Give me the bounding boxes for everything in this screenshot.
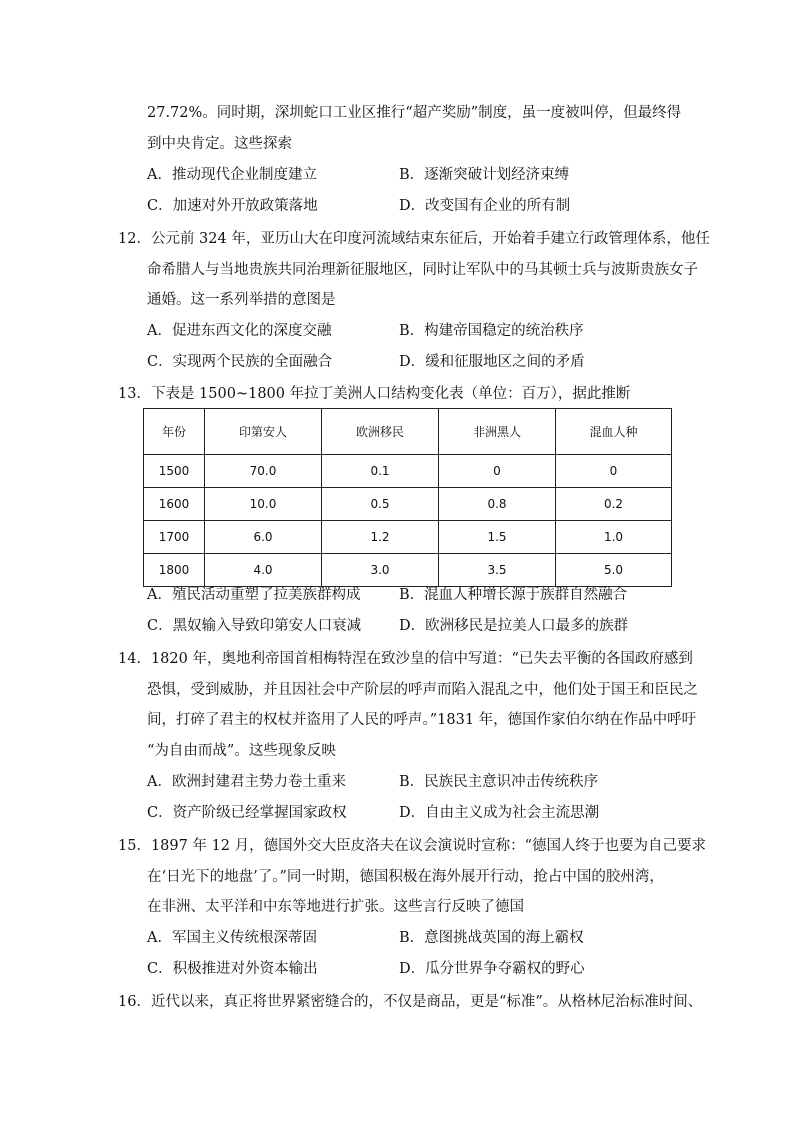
- table-cell: 0.5: [322, 488, 439, 521]
- table-row: [144, 455, 672, 488]
- q11-option-a: A．推动现代企业制度建立: [147, 167, 317, 183]
- table-cell: 3.0: [322, 554, 439, 587]
- table-cell: 0.1: [322, 455, 439, 488]
- q12-text-line: 通婚。这一系列举措的意图是: [147, 292, 336, 308]
- q11-option-d: D．改变国有企业的所有制: [399, 198, 571, 214]
- table-row: [144, 488, 672, 521]
- q15-text-line: 在‘日光下的地盘’了。”同一时期，德国积极在海外展开行动，抢占中国的胶州湾，: [147, 869, 664, 885]
- q14-text-line: 间，打碎了君主的权杖并盗用了人民的呼声。”1831 年，德国作家伯尔纳在作品中呼吁: [147, 712, 697, 728]
- q11-text-line: 到中央肯定。这些探索: [147, 136, 292, 152]
- table-cell: 1500: [144, 455, 205, 488]
- q15-option-c: C．积极推进对外资本输出: [147, 961, 318, 977]
- q15-option-d: D．瓜分世界争夺霸权的野心: [399, 961, 585, 977]
- q12-option-c: C．实现两个民族的全面融合: [147, 354, 333, 370]
- table-header-cell: 欧洲移民: [322, 409, 439, 455]
- q12-option-a: A．促进东西文化的深度交融: [147, 323, 332, 339]
- table-cell: 1.5: [439, 521, 556, 554]
- q15-text-line: 在非洲、太平洋和中东等地进行扩张。这些言行反映了德国: [147, 899, 524, 915]
- q11-option-b: B．逐渐突破计划经济束缚: [399, 167, 570, 183]
- table-cell: 1600: [144, 488, 205, 521]
- q13-option-c: C．黑奴输入导致印第安人口衰减: [147, 618, 362, 634]
- table-cell: 0.2: [556, 488, 672, 521]
- table-header-cell: 混血人种: [556, 409, 672, 455]
- table-cell: 1800: [144, 554, 205, 587]
- table-cell: 70.0: [205, 455, 322, 488]
- table-row: [144, 554, 672, 587]
- table-cell: 1.0: [556, 521, 672, 554]
- q14-option-c: C．资产阶级已经掌握国家政权: [147, 805, 347, 821]
- table-header-row: [144, 409, 672, 455]
- q15-option-b: B．意图挑战英国的海上霸权: [399, 930, 584, 946]
- q13-text-line: 13．下表是 1500~1800 年拉丁美洲人口结构变化表（单位：百万），据此推断: [118, 386, 631, 402]
- q15-text-line: 15．1897 年 12 月，德国外交大臣皮洛夫在议会演说时宣称：“德国人终于也要为自己要求: [118, 838, 707, 854]
- q12-option-d: D．缓和征服地区之间的矛盾: [399, 354, 585, 370]
- q13-option-b: B．混血人种增长源于族群自然融合: [399, 587, 628, 603]
- table-cell: 5.0: [556, 554, 672, 587]
- table-cell: 6.0: [205, 521, 322, 554]
- q14-text-line: 恐惧，受到威胁，并且因社会中产阶层的呼声而陷入混乱之中，他们处于国王和臣民之: [147, 682, 698, 698]
- q11-text-line: 27.72%。同时期，深圳蛇口工业区推行“超产奖励”制度，虽一度被叫停，但最终得: [147, 105, 682, 121]
- q14-option-a: A．欧洲封建君主势力卷土重来: [147, 774, 346, 790]
- q12-text-line: 12．公元前 324 年，亚历山大在印度河流域结束东征后，开始着手建立行政管理体系，他任: [118, 231, 710, 247]
- q14-option-b: B．民族民主意识冲击传统秩序: [399, 774, 599, 790]
- table-cell: 0: [439, 455, 556, 488]
- q14-text-line: “为自由而战”。这些现象反映: [147, 743, 336, 759]
- q15-option-a: A．军国主义传统根深蒂固: [147, 930, 317, 946]
- q12-option-b: B．构建帝国稳定的统治秩序: [399, 323, 584, 339]
- q13-option-a: A．殖民活动重塑了拉美族群构成: [147, 587, 361, 603]
- q16-text-line: 16．近代以来，真正将世界紧密缝合的，不仅是商品，更是“标准”。从格林尼治标准时间、: [118, 994, 703, 1010]
- q14-option-d: D．自由主义成为社会主流思潮: [399, 805, 600, 821]
- table-header-cell: 非洲黑人: [439, 409, 556, 455]
- table-cell: 0: [556, 455, 672, 488]
- q14-text-line: 14．1820 年，奥地利帝国首相梅特涅在致沙皇的信中写道：“已失去平衡的各国政府感到: [118, 651, 693, 667]
- table-cell: 1700: [144, 521, 205, 554]
- q12-text-line: 命希腊人与当地贵族共同治理新征服地区，同时让军队中的马其顿士兵与波斯贵族女子: [147, 262, 698, 278]
- q13-option-d: D．欧洲移民是拉美人口最多的族群: [399, 618, 629, 634]
- table-header-cell: 印第安人: [205, 409, 322, 455]
- population-table: [143, 408, 672, 587]
- table-cell: 3.5: [439, 554, 556, 587]
- table-cell: 10.0: [205, 488, 322, 521]
- table-cell: 4.0: [205, 554, 322, 587]
- q11-option-c: C．加速对外开放政策落地: [147, 198, 318, 214]
- table-cell: 0.8: [439, 488, 556, 521]
- table-row: [144, 521, 672, 554]
- table-cell: 1.2: [322, 521, 439, 554]
- table-header-cell: 年份: [144, 409, 205, 455]
